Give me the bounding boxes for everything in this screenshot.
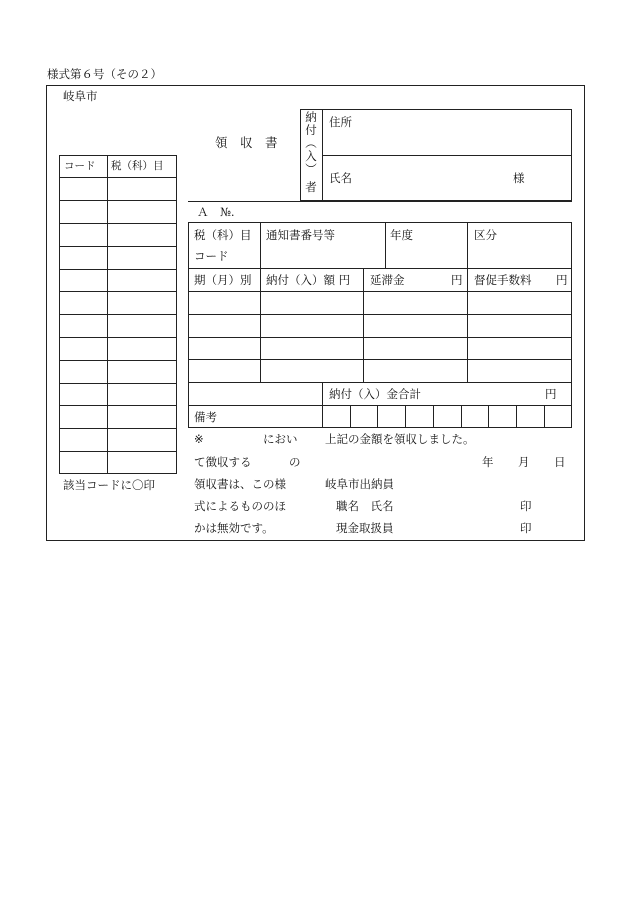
receipt-text-4: 式によるもののほ [194,499,286,513]
fiscal-year-header: 年度 [390,228,413,242]
payer-label-char: ︶ [305,162,317,176]
form-number: 様式第６号（その２） [47,67,162,81]
payer-label [303,111,319,194]
receipt-text-2a: て徴収する [194,455,252,469]
treasury-office: 岐阜市出納員 [325,477,394,491]
date-month: 月 [518,455,530,469]
total-unit: 円 [545,387,557,401]
notice-number-header: 通知書番号等 [266,228,335,242]
payer-label-char: 者 [305,180,317,194]
address-label: 住所 [329,115,352,129]
receipt-text-5: かは無効です。 [194,521,274,535]
date-day: 日 [554,455,566,469]
receipt-text-3: 領収書は、この様 [194,477,286,491]
receipt-text-1a: におい [263,432,298,446]
total-label: 納付（入）金合計 [329,387,421,401]
receipt-text-2b: の [289,455,301,469]
cash-handler: 現金取扱員 [336,521,394,535]
late-fee-unit: 円 [451,273,463,287]
late-fee-header: 延滞金 [370,273,405,287]
reminder-fee-header: 督促手数料 [474,273,532,287]
payment-amount-header: 納付（入）額 円 [266,273,351,287]
note-mark: ※ [194,432,204,446]
honorific: 様 [513,171,525,185]
officer-title-name: 職名 氏名 [336,499,394,513]
period-header: 期（月）別 [194,273,252,287]
tax-item-column-header: 税（科）目 [111,160,164,172]
tax-code-header-2: コード [194,249,229,263]
payer-label-char: 納 [305,110,317,124]
payer-label-char: 付 [305,123,317,137]
category-header: 区分 [474,228,497,242]
remarks-label: 備考 [194,410,217,424]
receipt-title: 領 収 書 [215,135,278,150]
reminder-fee-unit: 円 [556,273,568,287]
seal-mark-1: 印 [520,499,532,513]
code-column-header: コード [64,160,96,172]
code-table-note: 該当コードに〇印 [63,478,155,492]
city-name: 岐阜市 [63,89,98,103]
date-year: 年 [482,455,494,469]
seal-mark-2: 印 [520,521,532,535]
name-label: 氏名 [329,171,352,185]
tax-code-header: 税（科）目 [194,228,252,242]
receipt-text-1b: 上記の金額を領収しました。 [325,432,475,446]
payer-label-char: 入 [305,149,317,163]
payer-label-char: ︵ [305,136,317,150]
receipt-number-label: Ａ №. [197,205,235,219]
